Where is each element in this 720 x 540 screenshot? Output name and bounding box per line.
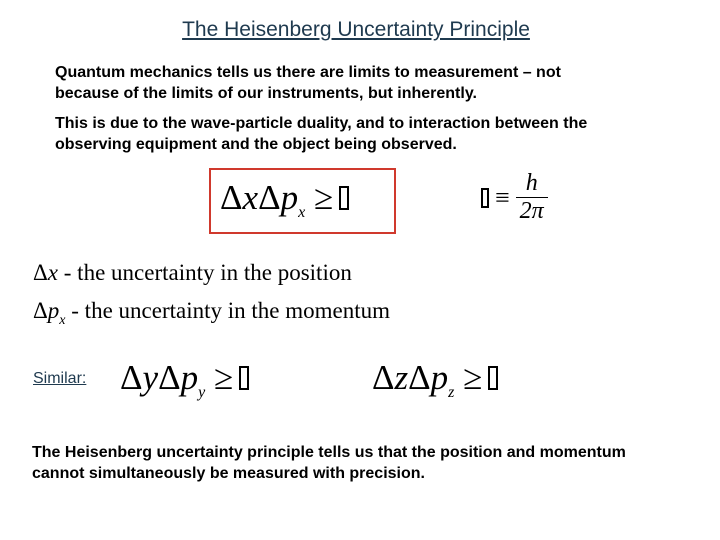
delta-symbol: Δ: [258, 178, 281, 217]
delta-symbol: Δ: [158, 358, 181, 397]
hbar-glyph-box: [239, 366, 249, 390]
definition-text: - the uncertainty in the position: [58, 260, 352, 285]
definition-delta-x: [33, 260, 352, 286]
main-uncertainty-equation: [220, 178, 349, 222]
z-uncertainty-equation: [372, 358, 498, 402]
equiv-symbol: ≡: [495, 182, 510, 212]
variable-p: p: [47, 298, 60, 323]
intro-paragraph: Quantum mechanics tells us there are limits to measurement – not because of the limits of our instruments, but inherently.: [55, 64, 561, 102]
conclusion-paragraph: The Heisenberg uncertainty principle tells us that the position and momentum cannot simultaneously be measured with precision.: [32, 444, 626, 482]
definition-delta-px: [33, 298, 390, 329]
variable-x: x: [47, 260, 59, 285]
variable-z: z: [394, 358, 409, 397]
fraction-denominator: 2π: [516, 197, 548, 225]
hbar-glyph-box: [488, 366, 498, 390]
variable-y: y: [142, 358, 159, 397]
page-title: The Heisenberg Uncertainty Principle: [182, 18, 530, 41]
delta-symbol: Δ: [372, 358, 395, 397]
geq-symbol: ≥: [463, 358, 483, 397]
delta-symbol: Δ: [33, 298, 48, 323]
duality-paragraph: This is due to the wave-particle duality, and to interaction between the observing equipment and the object being observed.: [55, 115, 588, 153]
h-over-2pi-fraction: [516, 170, 548, 225]
variable-p: p: [280, 178, 299, 217]
similar-label: Similar:: [33, 370, 87, 387]
hbar-glyph-box: [481, 188, 489, 208]
definition-text: - the uncertainty in the momentum: [65, 298, 390, 323]
hbar-glyph-box: [339, 186, 349, 210]
subscript-z: z: [448, 384, 455, 401]
hbar-definition: [481, 170, 548, 225]
delta-symbol: Δ: [220, 178, 243, 217]
fraction-numerator: h: [525, 170, 538, 196]
variable-x: x: [242, 178, 259, 217]
variable-p: p: [430, 358, 449, 397]
delta-symbol: Δ: [33, 260, 48, 285]
y-uncertainty-equation: [120, 358, 249, 402]
delta-symbol: Δ: [120, 358, 143, 397]
variable-p: p: [180, 358, 199, 397]
subscript-x: x: [59, 313, 66, 328]
geq-symbol: ≥: [313, 178, 334, 217]
subscript-x: x: [298, 204, 306, 221]
subscript-y: y: [198, 384, 206, 401]
geq-symbol: ≥: [213, 358, 234, 397]
delta-symbol: Δ: [408, 358, 431, 397]
